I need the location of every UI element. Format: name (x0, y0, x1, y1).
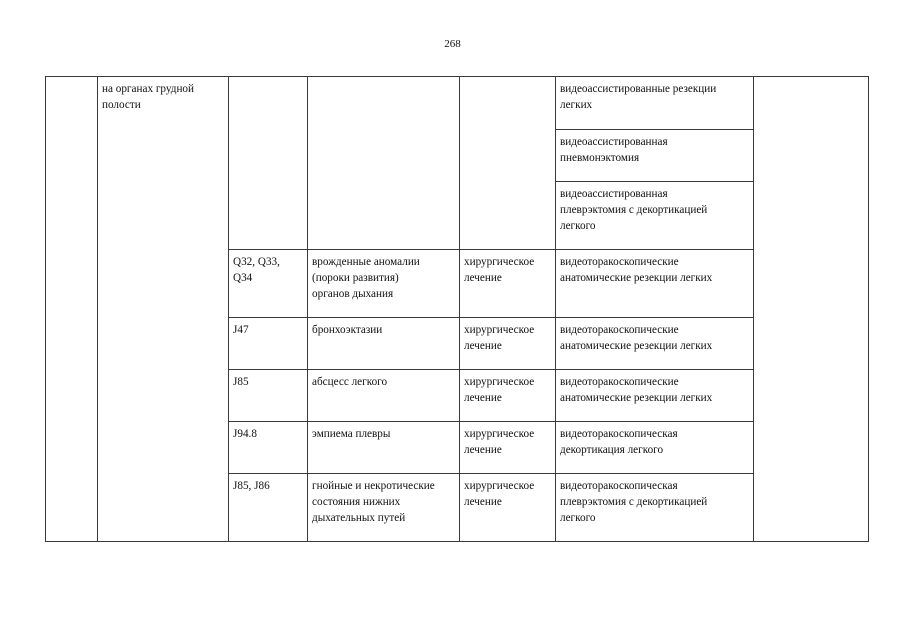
method-cell (556, 130, 754, 182)
diagnosis-line: (пороки развития) (312, 272, 399, 284)
code-line: J85 (233, 376, 249, 388)
diagnosis-cell (308, 422, 460, 474)
treatment-cell (460, 250, 556, 318)
method-line: пневмонэктомия (560, 152, 640, 164)
method-cell (556, 370, 754, 422)
treatment-cell (460, 77, 556, 250)
code-cell (229, 318, 308, 370)
table-row (46, 77, 869, 130)
method-line: легкого (560, 512, 596, 524)
method-cell (556, 318, 754, 370)
code-cell (229, 370, 308, 422)
diagnosis-line: бронхоэктазии (312, 324, 383, 336)
treatment-line: лечение (464, 392, 502, 404)
method-line: видеоассистированная (560, 136, 668, 148)
method-line: видеоторакоскопические (560, 256, 679, 268)
treatment-cell (460, 318, 556, 370)
method-line: видеоассистированные резекции (560, 83, 717, 95)
diagnosis-line: дыхательных путей (312, 512, 406, 524)
method-line: анатомические резекции легких (560, 272, 713, 284)
code-line: J85, J86 (233, 480, 270, 492)
treatment-line: лечение (464, 496, 502, 508)
code-cell (229, 250, 308, 318)
treatment-line: хирургическое (464, 428, 535, 440)
method-cell (556, 474, 754, 542)
diagnosis-cell (308, 370, 460, 422)
method-line: плеврэктомия с декортикацией (560, 496, 708, 508)
treatment-cell (460, 474, 556, 542)
method-line: видеоторакоскопические (560, 324, 679, 336)
method-line: анатомические резекции легких (560, 392, 713, 404)
section-label-line: на органах грудной (102, 83, 195, 95)
treatment-cell (460, 370, 556, 422)
method-line: легких (560, 99, 593, 111)
treatment-line: лечение (464, 340, 502, 352)
code-line: J47 (233, 324, 249, 336)
procedures-table (45, 76, 869, 542)
diagnosis-line: органов дыхания (312, 288, 394, 300)
method-line: видеоторакоскопическая (560, 480, 678, 492)
method-line: плеврэктомия с декортикацией (560, 204, 708, 216)
section-label-line: полости (102, 99, 141, 111)
method-cell (556, 182, 754, 250)
code-line: Q34 (233, 272, 253, 284)
code-cell (229, 422, 308, 474)
code-line: J94.8 (233, 428, 257, 440)
treatment-cell (460, 422, 556, 474)
treatment-line: хирургическое (464, 376, 535, 388)
page-number: 268 (444, 38, 461, 50)
method-cell (556, 77, 754, 130)
diagnosis-line: абсцесс легкого (312, 376, 388, 388)
row-number-cell (46, 77, 98, 542)
diagnosis-cell (308, 318, 460, 370)
method-line: легкого (560, 220, 596, 232)
method-line: видеоторакоскопическая (560, 428, 678, 440)
diagnosis-cell (308, 474, 460, 542)
diagnosis-line: врожденные аномалии (312, 256, 420, 268)
treatment-line: лечение (464, 444, 502, 456)
diagnosis-cell (308, 77, 460, 250)
code-line: Q32, Q33, (233, 256, 280, 268)
diagnosis-line: эмпиема плевры (312, 428, 391, 440)
method-line: анатомические резекции легких (560, 340, 713, 352)
method-line: декортикация легкого (560, 444, 664, 456)
diagnosis-line: гнойные и некротические (312, 480, 435, 492)
treatment-line: хирургическое (464, 256, 535, 268)
method-cell (556, 422, 754, 474)
diagnosis-cell (308, 250, 460, 318)
diagnosis-line: состояния нижних (312, 496, 401, 508)
treatment-line: хирургическое (464, 480, 535, 492)
method-cell (556, 250, 754, 318)
treatment-line: хирургическое (464, 324, 535, 336)
code-cell (229, 474, 308, 542)
method-line: видеоассистированная (560, 188, 668, 200)
code-cell (229, 77, 308, 250)
method-line: видеоторакоскопические (560, 376, 679, 388)
price-cell (754, 77, 869, 542)
treatment-line: лечение (464, 272, 502, 284)
section-label-cell (98, 77, 229, 542)
